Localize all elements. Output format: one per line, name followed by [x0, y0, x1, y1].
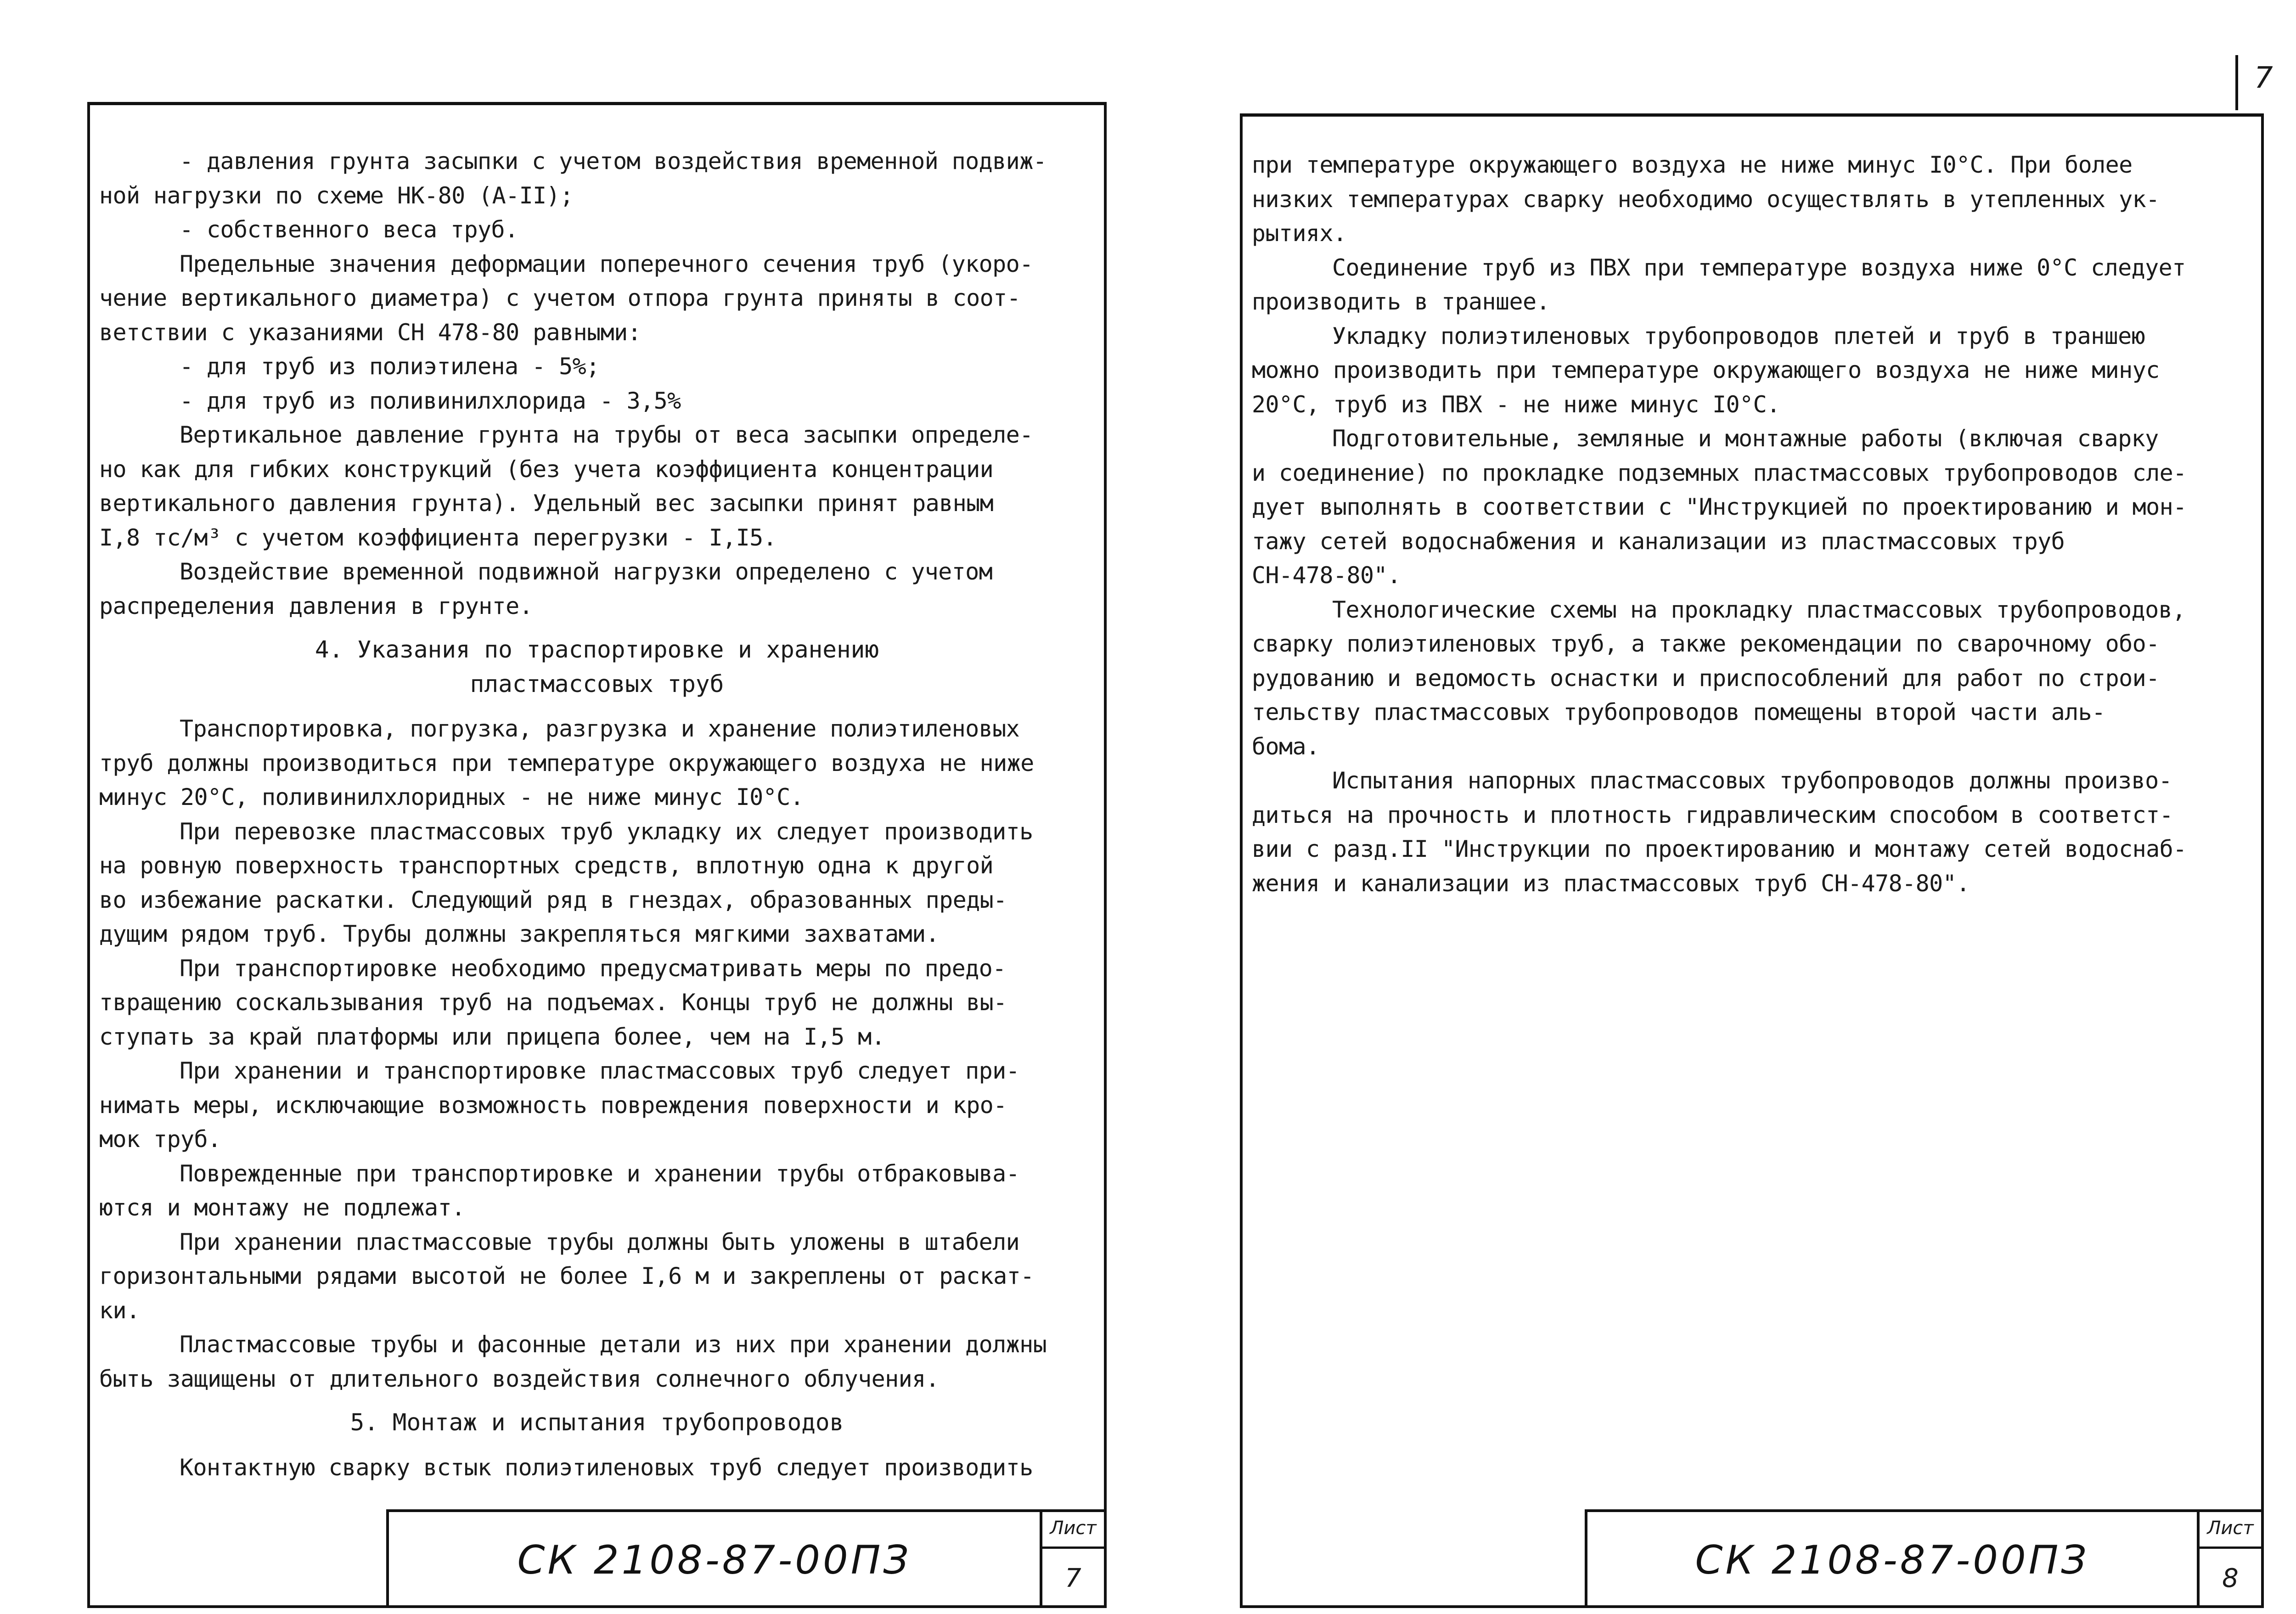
left-sheet: [87, 102, 1107, 1608]
text-line: быть защищены от длительного воздействия солнечного облучения.: [99, 1365, 940, 1392]
text-line: вертикального давления грунта). Удельный вес засыпки принят равным: [99, 490, 994, 517]
sheet-number: 7: [1065, 1563, 1081, 1593]
text-line: Контактную сварку встык полиэтиленовых труб следует производить: [180, 1454, 1033, 1481]
text-line: Поврежденные при транспортировке и хранении трубы отбраковыва-: [180, 1160, 1020, 1187]
text-line: тельству пластмассовых трубопроводов помещены второй части аль-: [1252, 699, 2105, 725]
text-line: твращению соскальзывания труб на подъемах. Концы труб не должны вы-: [99, 989, 1007, 1016]
left-text-area: [90, 105, 1104, 1485]
text-line: - для труб из полиэтилена - 5%;: [180, 353, 600, 380]
sheet-label: Лист: [1042, 1512, 1104, 1549]
text-line: дует выполнять в соответствии с "Инструкцией по проектированию и мон-: [1252, 494, 2187, 520]
right-title-block: [1585, 1509, 2264, 1608]
text-line: рудованию и ведомость оснастки и приспособлений для работ по строи-: [1252, 664, 2160, 692]
text-line: При хранении и транспортировке пластмассовых труб следует при-: [180, 1057, 1020, 1084]
section-5-heading-line: 5. Монтаж и испытания трубопроводов: [350, 1409, 844, 1436]
right-section-text: [1252, 148, 2252, 900]
text-line: и соединение) по прокладке подземных пластмассовых трубопроводов сле-: [1252, 459, 2187, 486]
text-line: бома.: [1252, 733, 1320, 760]
document-code: СК 2108-87-00ПЗ: [1695, 1537, 2089, 1583]
page-corner-number: 7: [2235, 55, 2286, 110]
text-line: во избежание раскатки. Следующий ряд в гнездах, образованных преды-: [99, 886, 1007, 913]
text-line: тажу сетей водоснабжения и канализации из пластмассовых труб: [1252, 528, 2065, 555]
text-line: нимать меры, исключающие возможность повреждения поверхности и кро-: [99, 1091, 1007, 1119]
text-line: Транспортировка, погрузка, разгрузка и хранение полиэтиленовых: [180, 715, 1020, 742]
section-5-heading: [99, 1406, 1095, 1440]
text-line: - для труб из поливинилхлорида - 3,5%: [180, 387, 681, 414]
text-line: ной нагрузки по схеме НК-80 (А-II);: [99, 182, 574, 209]
text-line: ступать за край платформы или прицепа более, чем на I,5 м.: [99, 1023, 885, 1050]
text-line: распределения давления в грунте.: [99, 592, 533, 619]
text-line: СН-478-80".: [1252, 562, 1401, 589]
text-line: ветствии с указаниями СН 478-80 равными:: [99, 319, 642, 346]
text-line: Соединение труб из ПВХ при температуре воздуха ниже 0°С следует: [1332, 254, 2186, 281]
text-line: жения и канализации из пластмассовых труб СН-478-80".: [1252, 870, 1970, 897]
text-line: Испытания напорных пластмассовых трубопроводов должны произво-: [1332, 767, 2172, 794]
left-section-mounting: [99, 1451, 1095, 1485]
text-line: мок труб.: [99, 1126, 221, 1153]
text-line: можно производить при температуре окружающего воздуха не ниже минус: [1252, 357, 2160, 383]
text-line: I,8 тс/м³ с учетом коэффициента перегрузки - I,I5.: [99, 524, 777, 551]
document-code: СК 2108-87-00ПЗ: [517, 1537, 912, 1583]
text-line: на ровную поверхность транспортных средств, вплотную одна к другой: [99, 852, 994, 879]
sheet-number-box: [1040, 1512, 1104, 1608]
text-line: вии с разд.II "Инструкции по проектированию и монтажу сетей водоснаб-: [1252, 836, 2187, 862]
text-line: 20°С, труб из ПВХ - не ниже минус I0°С.: [1252, 391, 1780, 418]
text-line: труб должны производиться при температуре окружающего воздуха не ниже: [99, 749, 1034, 776]
text-line: дущим рядом труб. Трубы должны закрепляться мягкими захватами.: [99, 921, 940, 947]
left-section-transport: [99, 712, 1095, 1396]
text-line: Подготовительные, земляные и монтажные работы (включая сварку: [1332, 425, 2159, 452]
text-line: Вертикальное давление грунта на трубы от веса засыпки определе-: [180, 422, 1033, 448]
sheet-number-box: [2197, 1512, 2261, 1608]
text-line: но как для гибких конструкций (без учета коэффициента концентрации: [99, 456, 994, 483]
text-line: производить в траншее.: [1252, 288, 1550, 315]
text-line: горизонтальными рядами высотой не более I,6 м и закреплены от раскат-: [99, 1263, 1034, 1289]
section-4-heading-line2: пластмассовых труб: [470, 670, 724, 698]
text-line: Пластмассовые трубы и фасонные детали из них при хранении должны: [180, 1331, 1047, 1358]
section-4-heading-line1: 4. Указания по траспортировке и хранению: [315, 636, 879, 664]
text-line: чение вертикального диаметра) с учетом отпора грунта приняты в соот-: [99, 285, 1021, 311]
text-line: ются и монтажу не подлежат.: [99, 1194, 465, 1221]
text-line: рытиях.: [1252, 220, 1347, 247]
left-title-block: [386, 1509, 1107, 1608]
text-line: - давления грунта засыпки с учетом воздействия временной подвиж-: [180, 148, 1047, 174]
sheet-label: Лист: [2200, 1512, 2261, 1549]
text-line: Воздействие временной подвижной нагрузки определено с учетом: [180, 558, 993, 585]
left-section-pressure: [99, 144, 1095, 623]
text-line: минус 20°С, поливинилхлоридных - не ниже минус I0°С.: [99, 784, 804, 810]
text-line: - собственного веса труб.: [180, 216, 518, 243]
text-line: Технологические схемы на прокладку пластмассовых трубопроводов,: [1332, 596, 2186, 623]
text-line: Предельные значения деформации поперечного сечения труб (укоро-: [180, 250, 1033, 277]
text-line: Укладку полиэтиленовых трубопроводов плетей и труб в траншею: [1332, 322, 2145, 349]
section-4-heading: [99, 633, 1095, 702]
text-line: диться на прочность и плотность гидравлическим способом в соответст-: [1252, 801, 2173, 828]
text-line: при температуре окружающего воздуха не ниже минус I0°С. При более: [1252, 152, 2133, 178]
text-line: При транспортировке необходимо предусматривать меры по предо-: [180, 955, 1006, 982]
text-line: При перевозке пластмассовых труб укладку их следует производить: [180, 818, 1033, 845]
text-line: низких температурах сварку необходимо осуществлять в утепленных ук-: [1252, 186, 2160, 213]
sheet-number: 8: [2222, 1563, 2239, 1593]
right-sheet: [1240, 113, 2264, 1608]
right-text-area: [1243, 117, 2261, 900]
text-line: При хранении пластмассовые трубы должны быть уложены в штабели: [180, 1228, 1020, 1255]
text-line: ки.: [99, 1297, 140, 1324]
text-line: сварку полиэтиленовых труб, а также рекомендации по сварочному обо-: [1252, 630, 2160, 657]
